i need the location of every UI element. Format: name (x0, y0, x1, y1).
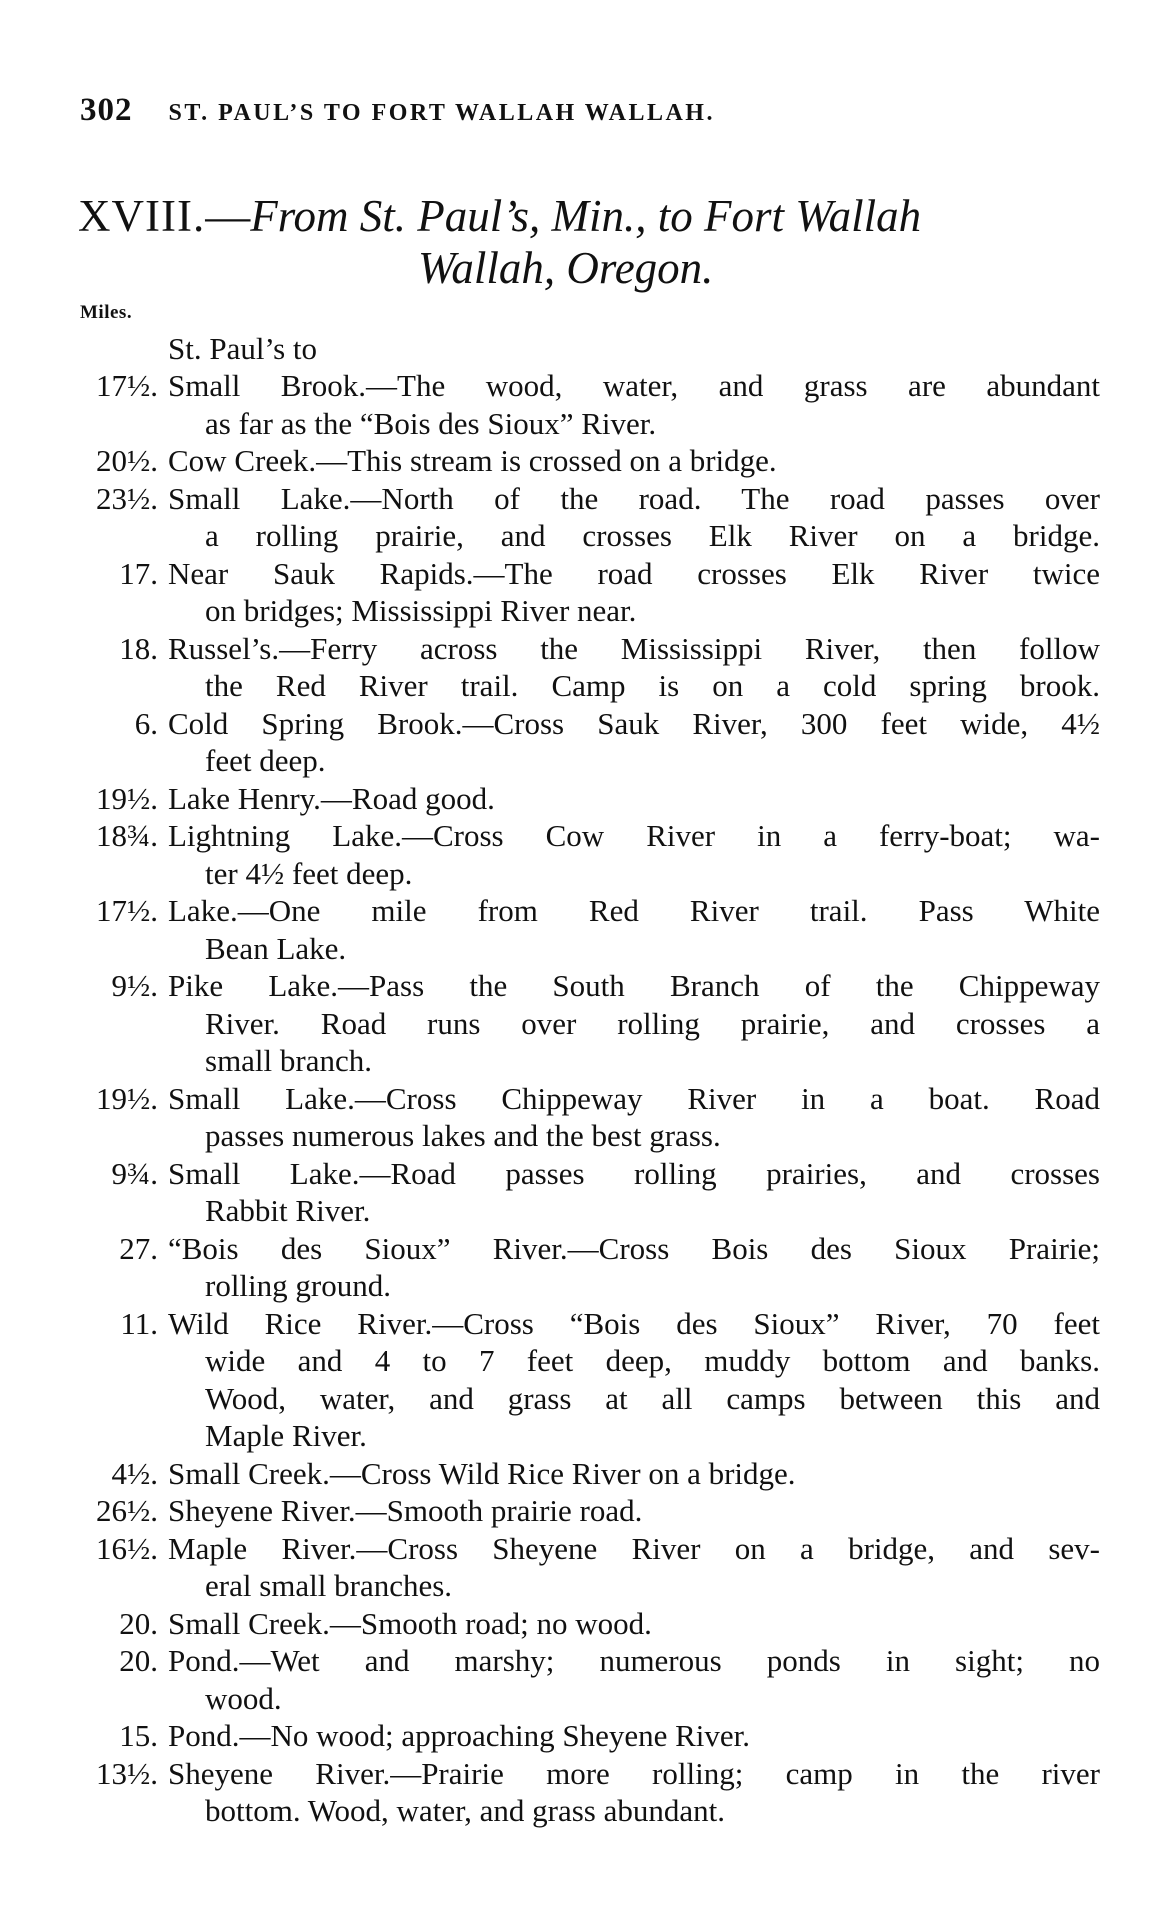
entry-text-line: Cow Creek.—This stream is crossed on a bridge. (168, 443, 777, 478)
itinerary-entry (70, 1530, 1100, 1605)
itinerary-entry (70, 780, 1100, 818)
entry-text-line: Pond.—Wet and marshy; numerous ponds in sight; no (168, 1643, 1100, 1678)
entry-text-line: Small Lake.—Cross Chippeway River in a boat. Road (168, 1080, 1100, 1116)
entry-miles: 18. (119, 630, 158, 666)
entry-text-line: Lightning Lake.—Cross Cow River in a ferry-boat; wa- (168, 818, 1100, 853)
itinerary-entry (70, 442, 1100, 480)
itinerary-entry (70, 1717, 1100, 1755)
entry-continuation-line: feet deep. (205, 743, 326, 778)
entry-text-line: Small Creek.—Smooth road; no wood. (168, 1605, 652, 1641)
entry-continuation-line: eral small branches. (205, 1568, 453, 1603)
entry-continuation-line: wood. (205, 1680, 282, 1716)
entry-text-line: Sheyene River.—Prairie more rolling; camp in the river (168, 1755, 1100, 1791)
entry-miles: 15. (119, 1718, 158, 1753)
entry-continuation-line: Rabbit River. (205, 1193, 371, 1228)
entry-miles: 19½. (96, 780, 158, 816)
heading-dash: — (205, 191, 251, 241)
running-title: ST. PAUL’S TO FORT WALLAH WALLAH. (168, 100, 715, 126)
entry-text-line: Russel’s.—Ferry across the Mississippi River, then follow (168, 630, 1100, 666)
entry-continuation-line: Wood, water, and grass at all camps between this and (205, 1380, 1100, 1416)
itinerary-entry (70, 1305, 1100, 1455)
entry-miles: 16½. (96, 1530, 158, 1566)
entry-continuation-line: ter 4½ feet deep. (205, 855, 413, 891)
entry-text-line: Maple River.—Cross Sheyene River on a bridge, and sev- (168, 1530, 1100, 1566)
entry-miles: 9¾. (111, 1155, 158, 1191)
entry-continuation-line: Bean Lake. (205, 930, 347, 966)
itinerary-entry (70, 1455, 1100, 1493)
itinerary-entry (70, 817, 1100, 892)
entry-miles: 4½. (111, 1455, 158, 1491)
chapter-heading (78, 190, 1088, 294)
entry-text-line: Wild Rice River.—Cross “Bois des Sioux” River, 70 feet (168, 1305, 1100, 1341)
entry-continuation-line: as far as the “Bois des Sioux” River. (205, 405, 657, 441)
miles-column-label: Miles. (80, 302, 133, 323)
entry-continuation-line: passes numerous lakes and the best grass. (205, 1118, 721, 1153)
route-origin: St. Paul’s to (168, 331, 318, 366)
entry-miles: 18¾. (96, 818, 158, 853)
route-title-line-2: Wallah, Oregon. (418, 243, 714, 293)
entry-miles: 6. (134, 705, 158, 741)
entry-miles: 20½. (96, 443, 158, 478)
entry-continuation-line: wide and 4 to 7 feet deep, muddy bottom and banks. (205, 1343, 1100, 1378)
itinerary-entry (70, 705, 1100, 780)
entry-continuation-line: small branch. (205, 1043, 373, 1078)
entry-text-line: Near Sauk Rapids.—The road crosses Elk River twice (168, 555, 1100, 591)
running-head (80, 92, 1080, 132)
entry-continuation-line: bottom. Wood, water, and grass abundant. (205, 1793, 726, 1828)
itinerary-list (70, 367, 1100, 1830)
entry-text-line: Cold Spring Brook.—Cross Sauk River, 300 feet wide, 4½ (168, 705, 1100, 741)
itinerary-entry (70, 1605, 1100, 1643)
entry-text-line: Lake.—One mile from Red River trail. Pass White (168, 893, 1100, 928)
entry-text-line: Pond.—No wood; approaching Sheyene River. (168, 1718, 751, 1753)
entry-miles: 17½. (96, 368, 158, 403)
itinerary-entry (70, 367, 1100, 442)
entry-text-line: Small Lake.—Road passes rolling prairies, and crosses (168, 1155, 1100, 1191)
itinerary-entry (70, 1080, 1100, 1155)
itinerary-entry (70, 480, 1100, 555)
page-number: 302 (80, 92, 133, 128)
entry-miles: 26½. (96, 1493, 158, 1528)
entry-continuation-line: rolling ground. (205, 1268, 391, 1303)
entry-continuation-line: River. Road runs over rolling prairie, and crosses a (205, 1005, 1100, 1041)
chapter-heading-line-2 (78, 242, 1088, 294)
entry-text-line: Sheyene River.—Smooth prairie road. (168, 1493, 643, 1528)
entry-miles: 17½. (96, 893, 158, 928)
entry-miles: 17. (119, 555, 158, 591)
itinerary-entry (70, 1755, 1100, 1830)
entry-text-line: Small Creek.—Cross Wild Rice River on a bridge. (168, 1455, 796, 1491)
chapter-numeral: XVIII. (78, 191, 206, 241)
itinerary-entry (70, 555, 1100, 630)
entry-text-line: Small Brook.—The wood, water, and grass are abundant (168, 368, 1100, 403)
itinerary-entry (70, 1642, 1100, 1717)
entry-miles: 23½. (96, 480, 158, 516)
route-title-line-1: From St. Paul’s, Min., to Fort Wallah (250, 191, 922, 241)
itinerary-entry (70, 630, 1100, 705)
itinerary-entry (70, 1230, 1100, 1305)
itinerary-entry (70, 1492, 1100, 1530)
entry-miles: 27. (119, 1230, 158, 1266)
chapter-heading-line-1 (78, 190, 1088, 242)
entry-text-line: Pike Lake.—Pass the South Branch of the Chippeway (168, 968, 1100, 1003)
itinerary-entry (70, 892, 1100, 967)
entry-miles: 9½. (111, 968, 158, 1003)
entry-text-line: Lake Henry.—Road good. (168, 780, 495, 816)
entry-text-line: “Bois des Sioux” River.—Cross Bois des Sioux Prairie; (168, 1230, 1100, 1266)
itinerary-entry (70, 1155, 1100, 1230)
entry-miles: 11. (120, 1305, 158, 1341)
entry-miles: 19½. (96, 1080, 158, 1116)
entry-continuation-line: a rolling prairie, and crosses Elk River on a bridge. (205, 518, 1100, 553)
entry-miles: 20. (119, 1643, 158, 1678)
entry-continuation-line: on bridges; Mississippi River near. (205, 593, 637, 628)
entry-text-line: Small Lake.—North of the road. The road passes over (168, 480, 1100, 516)
entry-miles: 20. (119, 1605, 158, 1641)
entry-miles: 13½. (96, 1755, 158, 1791)
entry-continuation-line: the Red River trail. Camp is on a cold spring brook. (205, 668, 1100, 703)
entry-continuation-line: Maple River. (205, 1418, 367, 1453)
itinerary-entry (70, 967, 1100, 1080)
